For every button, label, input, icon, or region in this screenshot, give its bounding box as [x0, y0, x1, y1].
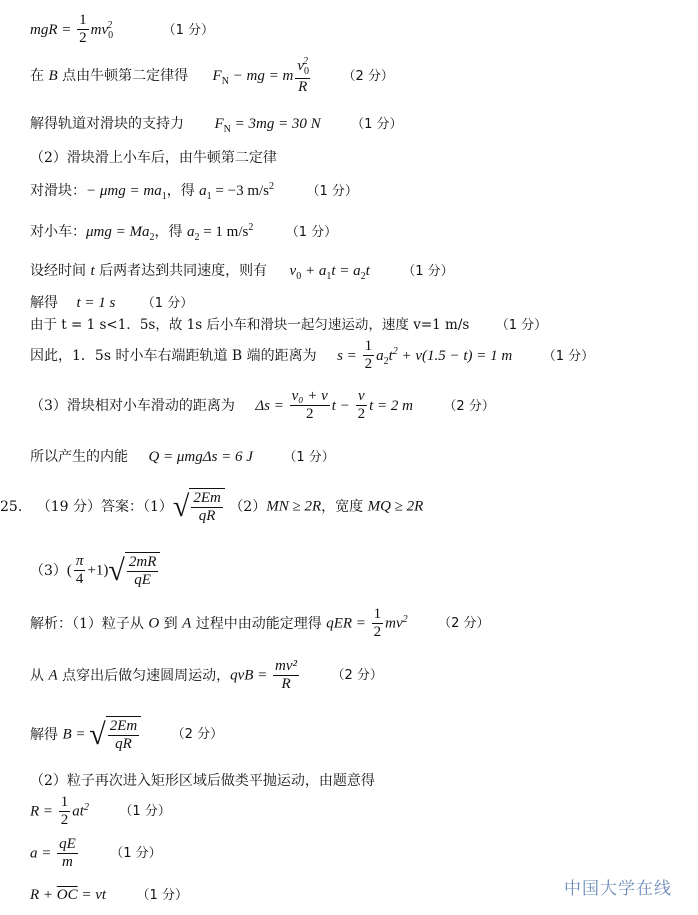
frac-half: $\frac{1}{2}$ [364, 338, 373, 373]
score: （2 分） [342, 68, 394, 84]
eq-line-15: 解析：（1）粒子从 O 到 A 过程中由动能定理得 qER = $\frac{1}{2}$ $mv^2$ （2 分） [30, 606, 490, 641]
frac-v0-plus-v: $\frac{\text{v₀ + v}}{2}$ [291, 388, 328, 423]
frac-half: $\frac{1}{2}$ [79, 12, 87, 47]
score: （1 分） [495, 318, 548, 333]
eq-mgR: mgR = [30, 21, 76, 38]
score: （2 分） [438, 616, 490, 632]
score: （1 分） [110, 846, 162, 862]
eq-line-19: R = $\frac{1}{2}$ $at^2$ （1 分） [30, 794, 171, 829]
frac-mv2-over-R: $\frac{\text{mv²}}{R}$ [275, 658, 298, 693]
score: （1 分） [136, 888, 188, 903]
segment-OC: $\overline{OC}$ [56, 887, 78, 903]
frac-half: $\frac{1}{2}$ [373, 606, 382, 641]
section-2-analysis: （2）粒子再次进入矩形区域后做类平抛运动，由题意得 [30, 773, 375, 789]
eq-line-11: （3）滑块相对小车滑动的距离为 Δs = $\frac{\text{v₀ + v}}{2}$ t − $\frac{v}{2}$ t = 2 m （2 分） [30, 388, 495, 423]
eq-line-10: 因此，1．5s 时小车右端距轨道 B 端的距离为 s = $\frac{1}{2}$ $a_2t^2 + v(1.5 - t) = 1$ m （1 分） [30, 338, 595, 373]
frac-qE-over-m: $\frac{qE}{m}$ [59, 836, 76, 871]
score: （1 分） [283, 450, 335, 465]
score: （1 分） [285, 225, 338, 240]
frac-half: $\frac{1}{2}$ [60, 794, 69, 829]
frac-v-over-2: $\frac{v}{2}$ [357, 388, 366, 423]
eq-line-20: a = $\frac{qE}{m}$ （1 分） [30, 836, 162, 871]
score: （2 分） [331, 668, 383, 684]
score: （1 分） [351, 117, 403, 132]
score: （1 分） [162, 22, 214, 38]
eq-line-21: $R + \overline{OC}$ = vt （1 分） [30, 887, 188, 903]
eq-line-8: 解得 t = 1 s （1 分） [30, 295, 194, 311]
sqrt-2mR-over-qE: √ $\frac{2mR}{qE}$ [108, 552, 160, 590]
eq-line-3: 解得轨道对滑块的支持力 $F_N = 3mg = 30$ N （1 分） [30, 116, 403, 135]
section-2-heading: （2）滑块滑上小车后，由牛顿第二定律 [30, 150, 277, 166]
eq-line-1: mgR = $\frac{1}{2}$ $mv_0^2$ （1 分） [30, 12, 214, 47]
frac-pi-over-4: $\frac{\pi}{4}$ [75, 553, 84, 588]
score: （1 分） [542, 348, 595, 364]
eq-line-9: 由于 t = 1 s<1．5s，故 1s 后小车和滑块一起匀速运动，速度 v=1 m/s （1 分） [30, 317, 548, 333]
sqrt-2Em-over-qR: √ $\frac{2Em}{qR}$ [173, 488, 225, 526]
score: （1 分） [141, 296, 194, 311]
frac-v0sq-over-R: $\frac{v_0^2}{R}$ [297, 56, 310, 95]
answer-25-part-3: （3）( $\frac{\pi}{4}$ +1)√ $\frac{2mR}{qE}$ [30, 552, 160, 590]
eq-line-2: 在 B 点由牛顿第二定律得 $F_N$ − mg = m $\frac{v_0^2}{R}$ （2 分） [30, 56, 394, 95]
eq-line-7: 设经时间 t 后两者达到共同速度，则有 $v_0 + a_1t = a_2t$ （1 分） [30, 263, 454, 282]
watermark: 中国大学在线 [564, 879, 672, 899]
eq-line-6: 对小车：$\mu mg = Ma_2$，得 $a_2 = 1$ $m/s^2$ （1 分） [30, 222, 338, 243]
eq-line-17: 解得 B = √ $\frac{2Em}{qR}$ （2 分） [30, 717, 224, 753]
score: （2 分） [171, 727, 224, 743]
eq-line-5: 对滑块：− $\mu mg = ma_1$，得 $a_1 = -3$ $m/s^2$ （1 分） [30, 181, 358, 202]
score: （2 分） [443, 398, 495, 414]
eq-line-16: 从 A 点穿出后做匀速圆周运动，qvB = $\frac{\text{mv²}}{R}$ （2 分） [30, 658, 383, 693]
eq-line-12: 所以产生的内能 Q = μmgΔs = 6 J （1 分） [30, 449, 335, 465]
score: （1 分） [402, 264, 454, 279]
answer-25: 25. （19 分）答案：（1）√ $\frac{2Em}{qR}$ （2）MN ≥ 2R，宽度 MQ ≥ 2R [0, 489, 424, 525]
score: （1 分） [306, 184, 358, 199]
score: （1 分） [119, 804, 171, 820]
sqrt-2Em-over-qR: √ $\frac{2Em}{qR}$ [89, 716, 141, 754]
question-number: 25. [0, 498, 23, 515]
